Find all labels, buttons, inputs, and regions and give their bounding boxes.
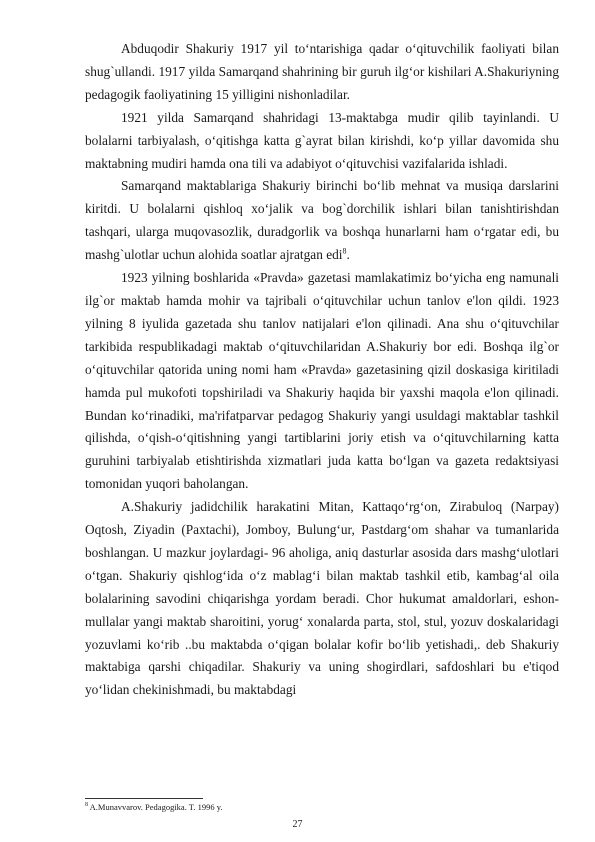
- footnote-reference[interactable]: 8: [342, 246, 347, 256]
- paragraph-3-text: Samarqand maktablariga Shakuriy birinchi bo‘lib mehnat va musiqa darslarini kiritdi. U bolalarni qishloq xo‘jalik va bog`dorchilik ishlari bilan tanishtirishdan tashqari, ularga muqovasozlik, duradgorlik va boshqa hunarlarni ham o‘rgatar edi, bu mashg`ulotlar uchun alohida soatlar ajratgan edi: [85, 178, 559, 263]
- footnote-marker: 8: [85, 802, 88, 809]
- footnote: [85, 801, 559, 813]
- paragraph-5: A.Shakuriy jadidchilik harakatini Mitan, Kattaqo‘rg‘on, Zirabuloq (Narpay) Oqtosh, Ziyadin (Paxtachi), Jomboy, Bulung‘ur, Pastdarg‘om shahar va tumanlarida boshlangan. U mazkur joylardagi- 96 aholiga, aniq dasturlar asosida dars mashg‘ulotlari o‘tgan. Shakuriy qishlog‘ida o‘z mablag‘i bilan maktab tashkil etib, kambag‘al oila bolalarining savodini chiqarishga yordam beradi. Chor hukumat amaldorlari, eshon-mullalar yangi maktab sharoitini, yorug‘ xonalarda parta, stol, stul, yozuv doskalaridagi yozuvlami ko‘rib ..bu maktabda o‘qigan bolalar kofir bo‘lib yetishadi,. deb Shakuriy maktabiga qarshi chiqadilar. Shakuriy va uning shogirdlari, safdoshlari bu e'tiqod yo‘lidan chekinishmadi, bu maktabdagi: [85, 499, 559, 698]
- paragraph-3: Samarqand maktablariga Shakuriy birinchi bo‘lib mehnat va musiqa darslarini kiritdi. U bolalarni qishloq xo‘jalik va bog`dorchilik ishlari bilan tanishtirishdan tashqari, ularga muqovasozlik, duradgorlik va boshqa hunarlarni ham o‘rgatar edi, bu mashg`ulotlar uchun alohida soatlar ajratgan edi$^8$.: [85, 178, 559, 263]
- paragraph-4: 1923 yilning boshlarida «Pravda» gazetasi mamlakatimiz bo‘yicha eng namunali ilg`or maktab hamda mohir va tajribali o‘qituvchilar uchun tanlov e'lon qildi. 1923 yilning 8 iyulida gazetada shu tanlov natijalari e'lon qilinadi. Ana shu o‘qituvchilar tarkibida respublikadagi maktab o‘qituvchilaridan A.Shakuriy bor edi. Boshqa ilg`or o‘qituvchilar qatorida uning nomi ham «Pravda» gazetasining qizil doskasiga kiritiladi hamda pul mukofoti topshiriladi va Shakuriy haqida bir yaxshi maqola e'lon qilinadi. Bundan ko‘rinadiki, ma'rifatparvar pedagog Shakuriy yangi usuldagi maktablar tashkil qilishda, o‘qish-o‘qitishning yangi tartiblarini joriy etish va o‘qituvchilarning katta guruhini tarbiyalab etishtirishda xizmatlari juda katta bo‘lgan va gazeta redaktsiyasi tomonidan yuqori baholangan.: [85, 270, 559, 492]
- body-text: [85, 38, 559, 702]
- footnote-text: A.Munavvarov. Pedagogika. T. 1996 y.: [89, 802, 223, 812]
- paragraph-2: 1921 yilda Samarqand shahridagi 13-maktabga mudir qilib tayinlandi. U bolalarni tarbiyalash, o‘qitishga katta g`ayrat bilan kirishdi, ko‘p yillar davomida shu maktabning mudiri hamda ona tili va adabiyot o‘qituvchisi vazifalarida ishladi.: [85, 109, 559, 171]
- page-number: 27: [292, 819, 303, 830]
- footnote-divider: [85, 798, 203, 799]
- paragraph-1: Abduqodir Shakuriy 1917 yil to‘ntarishiga qadar o‘qituvchilik faoliyati bilan shug`ullandi. 1917 yilda Samarqand shahrining bir guruh ilg‘or kishilari A.Shakuriyning pedagogik faoliyatining 15 yilligini nishonladilar.: [85, 41, 559, 102]
